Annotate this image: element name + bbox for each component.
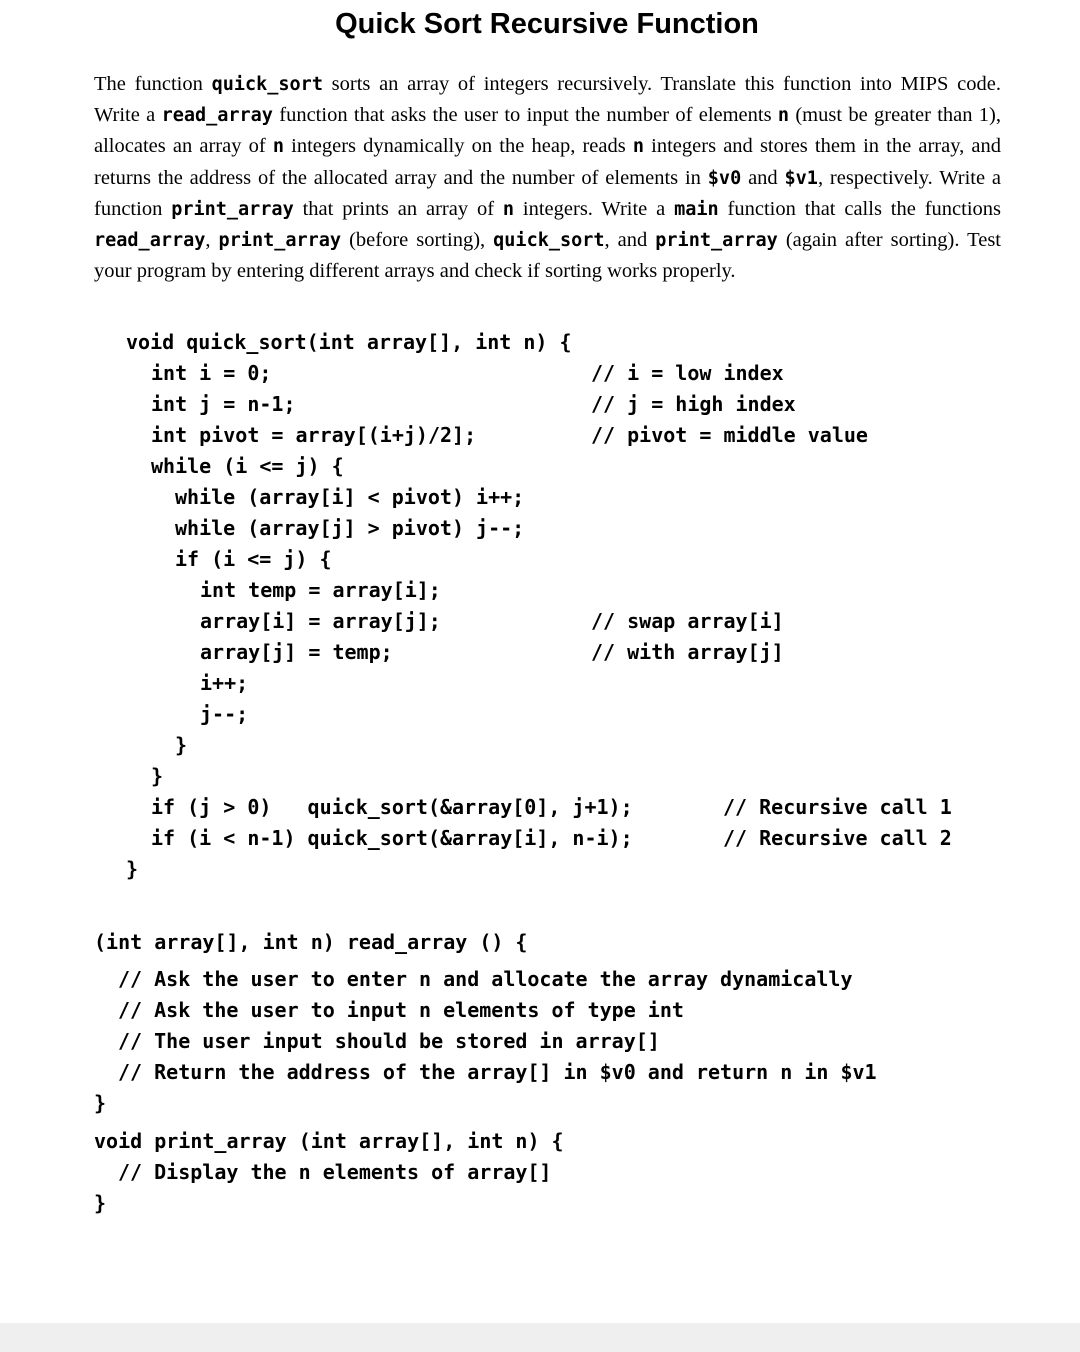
intro-text: integers and stores them in the array, and returns the address of the allocated array and the number of elements in [94,135,1001,189]
intro-text: integers dynamically on the heap, reads [283,135,633,158]
code-line: // The user input should be stored in array[] [118,1029,660,1053]
code-line: while (i <= j) { [151,454,344,478]
intro-text: integers. Write a [514,197,675,220]
intro-paragraph [94,69,1001,287]
code-line: if (j > 0) quick_sort(&array[0], j+1); [151,795,633,819]
code-line: int j = n-1; [151,392,296,416]
code-comment: // j = high index [591,392,796,416]
code-line: } [175,733,188,757]
code-comment: // pivot = middle value [591,423,868,447]
code-line: int i = 0; [151,361,272,385]
inline-code: read_array [94,230,206,252]
code-line: int pivot = array[(i+j)/2]; [151,423,477,447]
intro-text: sorts an array of integers recursively. Translate this function into MIPS code. Write a [94,73,1001,127]
inline-code: quick_sort [211,74,323,95]
code-line: // Ask the user to enter n and allocate the array dynamically [118,967,853,991]
inline-code: n [777,105,790,127]
code-comment: // i = low index [591,361,784,385]
intro-text: that prints an array of [293,197,503,220]
code-line: while (array[i] < pivot) i++; [175,485,525,509]
inline-code: n [502,198,515,220]
code-line: (int array[], int n) read_array () { [94,930,528,954]
code-comment: // with array[j] [591,640,784,664]
code-line: void quick_sort(int array[], int n) { [126,330,572,354]
code-line: array[j] = temp; [200,640,393,664]
code-line: if (i < n-1) quick_sort(&array[i], n-i); [151,826,633,850]
inline-code: print_array [171,198,294,220]
code-line: j--; [200,702,249,726]
intro-text: function that asks the user to input the number of elements [272,104,778,127]
code-comment: // swap array[i] [591,609,784,633]
page-title: Quick Sort Recursive Function [335,8,759,40]
intro-text: and [741,166,785,189]
code-line: if (i <= j) { [175,547,332,571]
code-comment: // Recursive call 2 [723,826,952,850]
bottom-bar [0,1323,1080,1352]
code-line: while (array[j] > pivot) j--; [175,516,525,540]
inline-code: main [674,198,719,220]
code-line: } [151,764,164,788]
code-line: } [126,857,139,881]
code-line: i++; [200,671,249,695]
code-line: // Display the n elements of array[] [118,1160,552,1184]
inline-code: quick_sort [493,230,605,252]
code-line: void print_array (int array[], int n) { [94,1129,564,1153]
inline-code: n [632,136,645,158]
intro-text: , respectively. Write a function [94,166,1002,220]
intro-text: (must be greater than 1), allocates an array of [94,104,1002,158]
intro-text: , and [604,229,656,252]
code-line: // Ask the user to input n elements of type int [118,998,684,1022]
inline-code: print_array [218,230,342,252]
inline-code: print_array [655,230,778,252]
intro-text: The function [94,73,212,95]
code-comment: // Recursive call 1 [723,795,952,819]
code-line: } [94,1091,107,1115]
code-line: // Return the address of the array[] in $v0 and return n in $v1 [118,1060,877,1084]
intro-text: , [205,229,219,252]
inline-code: $v0 [707,167,742,189]
inline-code: $v1 [784,167,818,189]
intro-text: (before sorting), [341,229,494,252]
inline-code: read_array [161,105,273,127]
code-line: int temp = array[i]; [200,578,441,602]
intro-text: function that calls the functions [718,197,1001,220]
code-line: array[i] = array[j]; [200,609,441,633]
inline-code: n [272,136,284,158]
intro-text: (again after sorting). Test your program by entering different arrays and check if sorting works properly. [94,229,1001,283]
code-line: } [94,1191,107,1215]
